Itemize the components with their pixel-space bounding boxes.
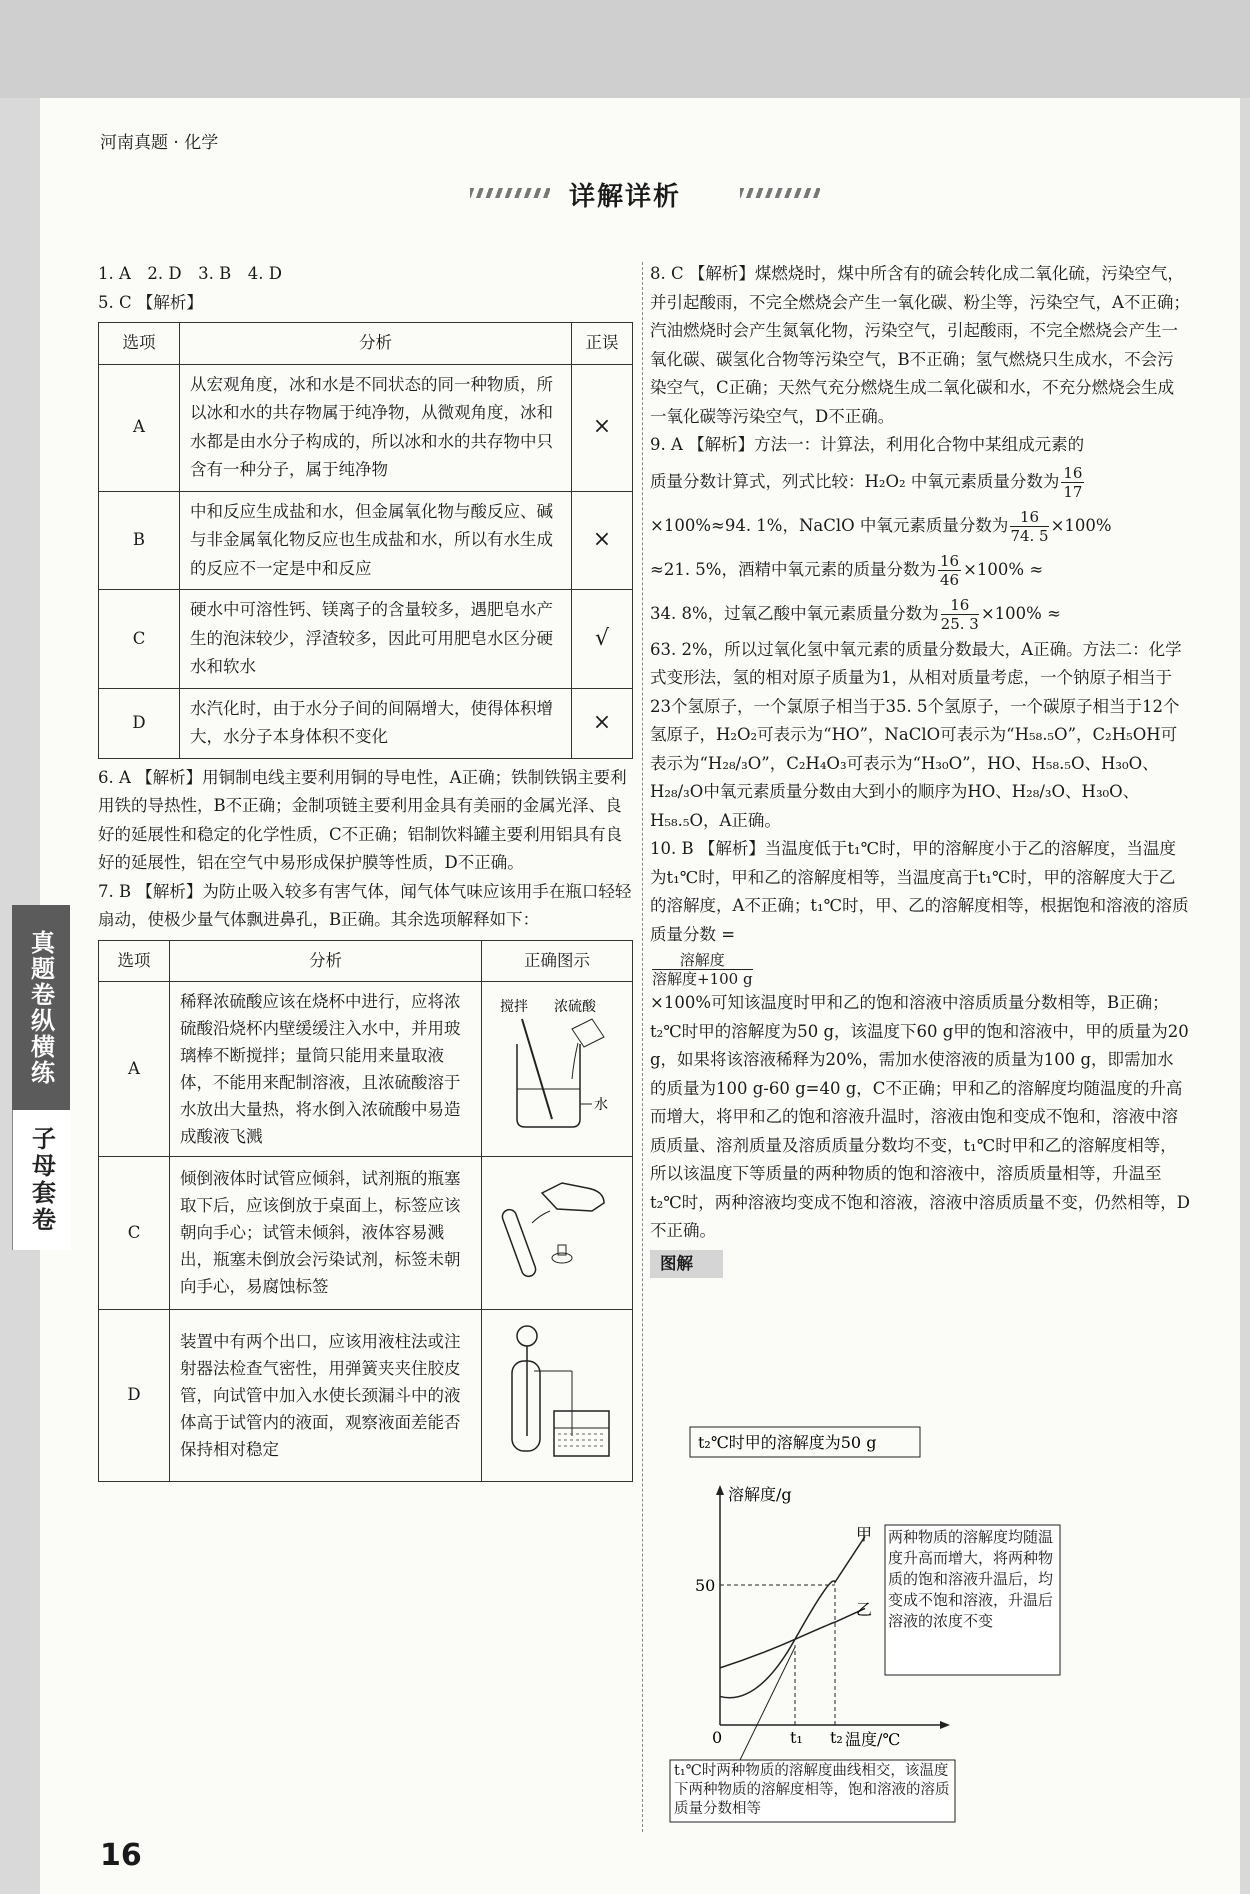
- note-right-fo: [888, 1527, 1058, 1675]
- table-header-row: [99, 940, 633, 982]
- solubility-graph: [660, 1425, 1200, 1825]
- q9-line5: [650, 592, 1190, 636]
- denominator: 17: [1063, 482, 1083, 501]
- q5-table: [98, 322, 633, 759]
- pouring-figure: [482, 1157, 633, 1310]
- analysis-cell: 装置中有两个出口，应该用液柱法或注射器法检查气密性，用弹簧夹夹住胶皮管，向试管中加入水使长颈漏斗中的液体高于试管内的液面，观察液面差能否保持相对稳定: [170, 1309, 482, 1482]
- title-dash-right: [740, 188, 820, 198]
- q9-line4: [650, 548, 1190, 592]
- fig-label-water: 水: [594, 1097, 608, 1114]
- table-row: [99, 590, 633, 689]
- table-row: [99, 982, 633, 1157]
- q9-line2: [650, 460, 1190, 504]
- fraction: [941, 596, 979, 633]
- q10-text2: ×100%可知该温度时甲和乙的饱和溶液中溶质质量分数相等，B正确；t₂℃时甲的溶解度为50 g，该温度下60 g甲的饱和溶液中，甲的质量为20 g，如果将该溶液稀释为20%，需加水使溶液的质量为100 g，即需加水的质量为100 g-60 g=40 g，C不正确；甲和乙的溶解度均随温度的升高而增大，将甲和乙的饱和溶液升温时，溶液由饱和变成不饱和，溶液中溶质质量、溶剂质量及溶质质量分数均不变，t₁℃时甲和乙的溶解度相等，所以该温度下等质量的两种物质的饱和溶液中，溶质质量相等，升温至t₂℃时，两种溶液均变成不饱和溶液，溶液中溶质质量不变，仍然相等，D不正确。: [650, 993, 1190, 1240]
- q10-formula: [650, 949, 1190, 989]
- solubility-chart: [660, 1425, 1200, 1825]
- table-row: [99, 1309, 633, 1482]
- numerator: 16: [940, 551, 960, 570]
- q9-l4-text: ≈21. 5%，酒精中氧元素的质量分数为: [650, 559, 936, 579]
- denominator: 74. 5: [1010, 526, 1049, 545]
- analysis-cell: 倾倒液体时试管应倾斜，试剂瓶的瓶塞取下后，应该倒放于桌面上，标签应该朝向手心；试管未倾斜，液体容易溅出，瓶塞未倒放会污染试剂，标签未朝向手心，易腐蚀标签: [170, 1157, 482, 1310]
- origin-label: 0: [712, 1728, 723, 1747]
- q10-text1: 10. B 【解析】当温度低于t₁℃时，甲的溶解度小于乙的溶解度，当温度为t₁℃时，甲和乙的溶解度相等，当温度高于t₁℃时，甲的溶解度大于乙的溶解度，A不正确；t₁℃时，甲、乙的溶解度相等，根据饱和溶液的溶质质量分数 =: [650, 839, 1189, 944]
- beaker-stirring-icon: [492, 989, 622, 1139]
- numerator: 16: [941, 596, 979, 615]
- side-tab-sub: 子母套卷: [12, 1110, 71, 1250]
- fraction: [938, 552, 961, 589]
- analysis-cell: 水汽化时，由于水分子间的间隔增大，使得体积增大，水分子本身体积不变化: [180, 688, 572, 758]
- q9-l5-tail: ×100% ≈: [980, 603, 1061, 623]
- note-right: 两种物质的溶解度均随温度升高而增大，将两种物质的饱和溶液升温后，均变成不饱和溶液，升温后溶液的浓度不变: [888, 1528, 1054, 1630]
- q9-rest: 63. 2%，所以过氧化氢中氧元素的质量分数最大，A正确。方法二：化学式变形法，氢的相对原子质量为1，从相对质量考虑，一个钠原子相当于23个氢原子，一个氯原子相当于35. 5个氢原子，一个碳原子相当于12个氢原子，H₂O₂可表示为“HO”，NaClO可表示为“H₅₈.₅O”，C₂H₅OH可表示为“H₂₈/₃O”，C₂H₄O₃可表示为“H₃₀O”，HO、H₅₈.₅O、H₃₀O、H₂₈/₃O中氧元素质量分数由大到小的顺序为HO、H₂₈/₃O、H₃₀O、H₅₈.₅O，A正确。: [650, 639, 1182, 830]
- q9-l5-text: 34. 8%，过氧乙酸中氧元素质量分数为: [650, 603, 939, 623]
- left-column: [98, 260, 633, 1487]
- series-yi-line: [720, 1608, 865, 1667]
- q7-table: [98, 940, 633, 1483]
- t2-label: t₂: [830, 1728, 843, 1747]
- table-row: [99, 1157, 633, 1310]
- col-header: 分析: [180, 323, 572, 365]
- series-yi-label: 乙: [856, 1600, 873, 1619]
- page-number: 16: [100, 1838, 142, 1873]
- q9-l3-tail: ×100%: [1050, 515, 1112, 535]
- page-title: 详解详析: [568, 182, 681, 212]
- fig-label-stir: 搅拌: [500, 999, 528, 1016]
- analysis-cell: 稀释浓硫酸应该在烧杯中进行，应将浓硫酸沿烧杯内壁缓缓注入水中，并用玻璃棒不断搅拌；量筒只能用来量取液体，不能用来配制溶液，且浓硫酸溶于水放出大量热，将水倒入浓硫酸中易造成酸液飞溅: [170, 982, 482, 1157]
- table-row: [99, 491, 633, 590]
- q9-l2-text: 质量分数计算式，列式比较：H₂O₂ 中氧元素质量分数为: [650, 471, 1060, 491]
- t1-label: t₁: [790, 1728, 803, 1747]
- x-label: 温度/℃: [845, 1730, 901, 1749]
- analysis-cell: 硬水中可溶性钙、镁离子的含量较多，遇肥皂水产生的泡沫较少，浮渣较多，因此可用肥皂水区分硬水和软水: [180, 590, 572, 689]
- numerator: 16: [1063, 463, 1083, 482]
- numerator: 溶解度: [652, 951, 753, 970]
- q8-text: 8. C 【解析】煤燃烧时，煤中所含有的硫会转化成二氧化硫，污染空气，并引起酸雨，不完全燃烧会产生一氧化碳、粉尘等，污染空气，A不正确；汽油燃烧时会产生氮氧化物，污染空气，引起酸雨，不完全燃烧会产生一氧化碳、碳氢化合物等污染空气，B不正确；氢气燃烧只生成水，不会污染空气，C正确；天然气充分燃烧生成二氧化碳和水，不充分燃烧会生成一氧化碳等污染空气，D不正确。: [650, 264, 1190, 426]
- diagram-tag: 图解: [650, 1250, 723, 1279]
- mark-cell: ×: [572, 688, 633, 758]
- y-axis-arrow: [716, 1485, 724, 1495]
- option-cell: A: [99, 982, 170, 1157]
- q6-text: 6. A 【解析】用铜制电线主要利用铜的导电性，A正确；铁制铁锅主要利用铁的导热性，B不正确；金制项链主要利用金具有美丽的金属光泽、良好的延展性和稳定的化学性质，C不正确；铝制饮料罐主要利用铝具有良好的延展性，铝在空气中易形成保护膜等性质，D不正确。: [98, 767, 627, 872]
- option-cell: A: [99, 364, 180, 491]
- col-header: 正误: [572, 323, 633, 365]
- fraction: [1010, 508, 1048, 545]
- mark-cell: √: [572, 590, 633, 689]
- column-divider: [642, 262, 643, 1832]
- fraction: [652, 951, 753, 988]
- pouring-liquid-icon: [492, 1163, 622, 1293]
- fraction: [1061, 464, 1084, 501]
- airtightness-apparatus-icon: [492, 1316, 622, 1466]
- q7-head: 7. B 【解析】为防止吸入较多有害气体，闻气体气味应该用手在瓶口轻轻扇动，使极少量气体飘进鼻孔，B正确。其余选项解释如下：: [98, 881, 632, 929]
- q9-line3: [650, 504, 1190, 548]
- col-header: 选项: [99, 940, 170, 982]
- option-cell: D: [99, 1309, 170, 1482]
- denominator: 46: [940, 570, 960, 589]
- table-header-row: [99, 323, 633, 365]
- book-header: 河南真题 · 化学: [100, 133, 219, 153]
- pointer-line: [740, 1647, 795, 1760]
- analysis-cell: 从宏观角度，冰和水是不同状态的同一种物质，所以冰和水的共存物属于纯净物，从微观角度，冰和水都是由水分子构成的，所以冰和水的共存物中只含有一种分子，属于纯净物: [180, 364, 572, 491]
- table-row: [99, 688, 633, 758]
- q9-l4-tail: ×100% ≈: [963, 559, 1044, 579]
- dilution-figure: [482, 982, 633, 1157]
- denominator: 25. 3: [940, 614, 979, 633]
- x-axis-arrow: [940, 1721, 950, 1729]
- table-row: [99, 364, 633, 491]
- airtight-figure: [482, 1309, 633, 1482]
- analysis-cell: 中和反应生成盐和水，但金属氧化物与酸反应、碱与非金属氧化物反应也生成盐和水，所以有水生成的反应不一定是中和反应: [180, 491, 572, 590]
- q5-head: 5. C 【解析】: [98, 292, 203, 312]
- series-jia-label: 甲: [856, 1525, 873, 1544]
- note-bottom: t₁℃时两种物质的溶解度曲线相交，该温度下两种物质的溶解度相等，饱和溶液的溶质质量分数相等: [674, 1763, 950, 1817]
- q9-line1: 9. A 【解析】方法一：计算法，利用化合物中某组成元素的: [650, 435, 1085, 454]
- numerator: 16: [1010, 508, 1048, 527]
- col-header: 分析: [170, 940, 482, 982]
- option-cell: B: [99, 491, 180, 590]
- y-label: 溶解度/g: [728, 1485, 792, 1504]
- answers-1-4: 1. A 2. D 3. B 4. D: [98, 264, 282, 283]
- q9-l3-text: ×100%≈94. 1%，NaClO 中氧元素质量分数为: [650, 515, 1009, 535]
- fig-label-acid: 浓硫酸: [554, 999, 596, 1016]
- side-tab-main: 真题卷纵横练: [12, 905, 70, 1110]
- option-cell: D: [99, 688, 180, 758]
- note-bottom-fo: [674, 1762, 954, 1822]
- y-tick-50: 50: [695, 1576, 716, 1595]
- option-cell: C: [99, 590, 180, 689]
- mark-cell: ×: [572, 491, 633, 590]
- series-jia-line: [720, 1536, 865, 1697]
- note-top: t₂℃时甲的溶解度为50 g: [698, 1433, 877, 1452]
- col-header: 选项: [99, 323, 180, 365]
- denominator: 溶解度+100 g: [652, 970, 753, 988]
- option-cell: C: [99, 1157, 170, 1310]
- top-scan-band: [0, 0, 1250, 98]
- mark-cell: ×: [572, 364, 633, 491]
- col-header: 正确图示: [482, 940, 633, 982]
- right-column: [650, 260, 1190, 1278]
